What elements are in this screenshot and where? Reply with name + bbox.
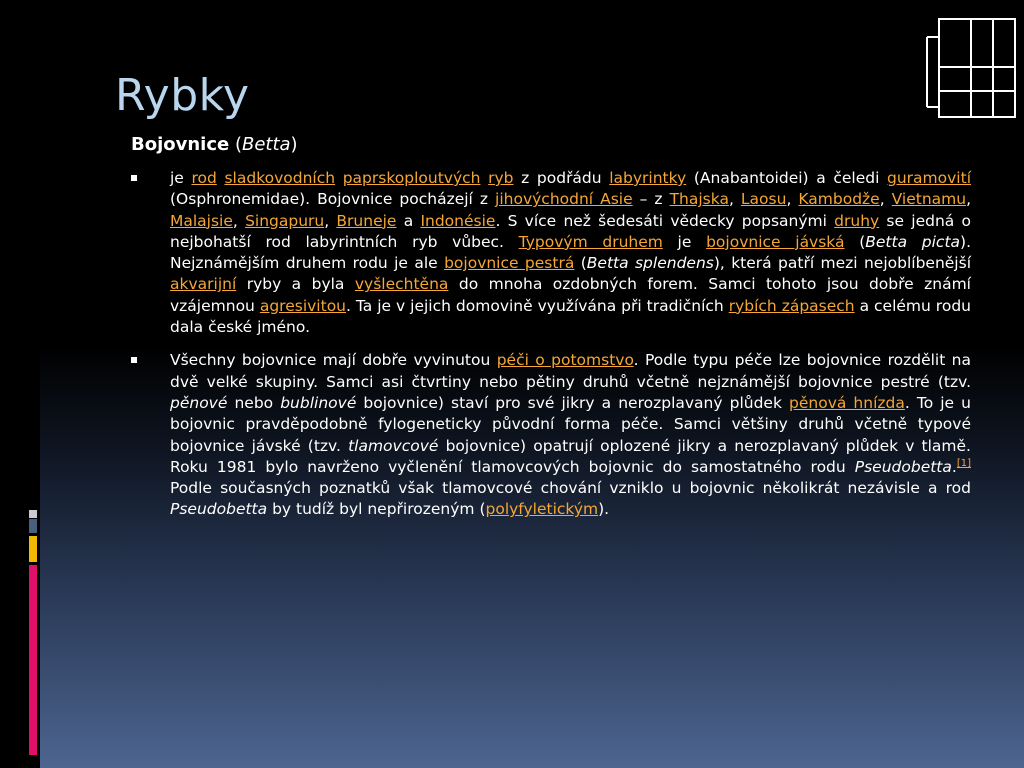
link-paprskoploutvych[interactable]: paprskoploutvých <box>342 169 481 187</box>
link-labyrintky[interactable]: labyrintky <box>609 169 687 187</box>
text: bojovnice) staví pro své jikry a nerozplavaný plůdek <box>356 393 790 412</box>
text: je <box>170 169 192 187</box>
text: , <box>786 190 799 209</box>
text: (Osphronemidae). Bojovnice pocházejí z <box>170 190 496 209</box>
italic-betta-splendens: Betta splendens <box>586 254 714 273</box>
accent-strip-blue <box>29 519 37 533</box>
text: ), která patří mezi nejoblíbenější <box>713 254 971 273</box>
text: do mnoha ozdobných forem. Samci tohoto jsou dobře známí vzájemnou <box>170 275 971 315</box>
subtitle-paren-open: ( <box>229 134 242 155</box>
slide-content <box>131 168 971 533</box>
text: . To je u bojovnic pravděpodobně fylogeneticky původní forma péče. Samci většiny druhů včetně typové bojovnice jávské (tzv. <box>170 393 971 455</box>
text: ). <box>598 500 610 519</box>
link-penova-hnizda[interactable]: pěnová hnízda <box>789 393 905 412</box>
text: , <box>324 211 337 230</box>
link-polyfyletickym[interactable]: polyfyletickým <box>485 500 599 519</box>
link-malajsie[interactable]: Malajsie <box>170 211 233 230</box>
link-bruneje[interactable]: Bruneje <box>336 211 397 230</box>
text: Podle současných poznatků však tlamovcové chování vzniklo u bojovnic několikrát nezávisle a rod <box>170 479 971 498</box>
italic-penove: pěnové <box>170 393 228 412</box>
text: , <box>232 211 246 230</box>
text <box>335 169 343 187</box>
link-kambodze[interactable]: Kambodže <box>798 190 880 209</box>
subtitle-bold: Bojovnice <box>131 134 230 155</box>
link-typovym-druhem[interactable]: Typovým druhem <box>518 232 663 251</box>
link-sladkovodnich[interactable]: sladkovodních <box>224 169 336 187</box>
link-rod[interactable]: rod <box>191 169 217 187</box>
link-bojovnice-javska[interactable]: bojovnice jávská <box>706 232 845 251</box>
text: , <box>966 190 972 209</box>
link-vyslechtena[interactable]: vyšlechtěna <box>354 275 449 294</box>
bullet-paragraph-1 <box>131 168 971 338</box>
link-indonesie[interactable]: Indonésie <box>420 211 496 230</box>
text: ryby a byla <box>236 275 355 294</box>
link-agresivitou[interactable]: agresivitou <box>259 296 346 315</box>
subtitle-italic: Betta <box>241 134 291 155</box>
link-peci-o-potomstvo[interactable]: péči o potomstvo <box>496 351 634 370</box>
text: (Anabantoidei) a čeledi <box>686 169 888 187</box>
text: , <box>728 190 741 209</box>
text: a <box>396 211 421 230</box>
text: ). Nejznámějším druhem rodu je ale <box>170 232 972 273</box>
slide-subtitle <box>131 134 298 155</box>
text: nebo <box>227 393 281 412</box>
link-ryb[interactable]: ryb <box>488 169 514 187</box>
italic-pseudobetta: Pseudobetta <box>170 500 268 519</box>
italic-bublinove: bublinové <box>280 393 357 412</box>
text: . Podle typu péče lze bojovnice rozdělit na dvě velké skupiny. Samci asi čtvrtiny nebo pětiny druhů včetně nejznámější bojovnice pestré (tzv. <box>170 351 971 391</box>
bullet-paragraph-2 <box>131 350 971 520</box>
italic-betta-picta: Betta picta <box>865 232 961 251</box>
link-guramoviti[interactable]: guramovití <box>887 169 971 187</box>
text: a celému rodu dala české jméno. <box>170 296 971 337</box>
subtitle-paren-close: ) <box>290 134 298 155</box>
link-vietnamu[interactable]: Vietnamu <box>891 190 967 209</box>
link-laosu[interactable]: Laosu <box>740 190 787 209</box>
text: ( <box>844 232 866 251</box>
text: by tudíž byl nepřirozeným ( <box>267 500 486 519</box>
text: z podřádu <box>513 169 610 187</box>
accent-strip-pink <box>29 565 37 755</box>
text: ( <box>574 254 587 273</box>
window-grid-decoration-icon <box>925 17 1017 119</box>
link-druhy[interactable]: druhy <box>834 211 880 230</box>
text: . S více než šedesáti vědecky popsanými <box>495 211 835 230</box>
slide-title: Rybky <box>115 70 250 121</box>
text <box>480 169 488 187</box>
italic-pseudobetta: Pseudobetta <box>854 457 952 476</box>
text: se jedná o nejbohatší rod labyrintních ryb vůbec. <box>170 211 971 251</box>
text: – z <box>632 190 670 209</box>
link-thajska[interactable]: Thajska <box>669 190 729 209</box>
italic-tlamovcove: tlamovcové <box>348 436 439 455</box>
link-rybich-zapasech[interactable]: rybích zápasech <box>728 296 855 315</box>
text: Všechny bojovnice mají dobře vyvinutou <box>170 351 497 370</box>
reference-link-1[interactable]: [1] <box>956 457 971 469</box>
link-jihovychodni-asie[interactable]: jihovýchodní Asie <box>495 190 633 209</box>
text: . <box>951 457 957 476</box>
text: . Ta je v jejich domovině využívána při tradičních <box>346 296 729 315</box>
accent-strip-silver <box>29 510 37 518</box>
bullet-square-icon <box>131 357 137 363</box>
bullet-square-icon <box>131 175 137 181</box>
link-singapuru[interactable]: Singapuru <box>245 211 325 230</box>
link-bojovnice-pestra[interactable]: bojovnice pestrá <box>444 254 575 273</box>
accent-strip-yellow <box>29 536 37 562</box>
text: , <box>879 190 892 209</box>
link-akvarijni[interactable]: akvarijní <box>170 275 237 294</box>
text: bojovnice) opatrují oplozené jikry a nerozplavaný plůdek v tlamě. Roku 1981 bylo navrženo vyčlenění tlamovcových bojovnic do samostatného rodu <box>170 436 971 476</box>
text: je <box>662 232 707 251</box>
